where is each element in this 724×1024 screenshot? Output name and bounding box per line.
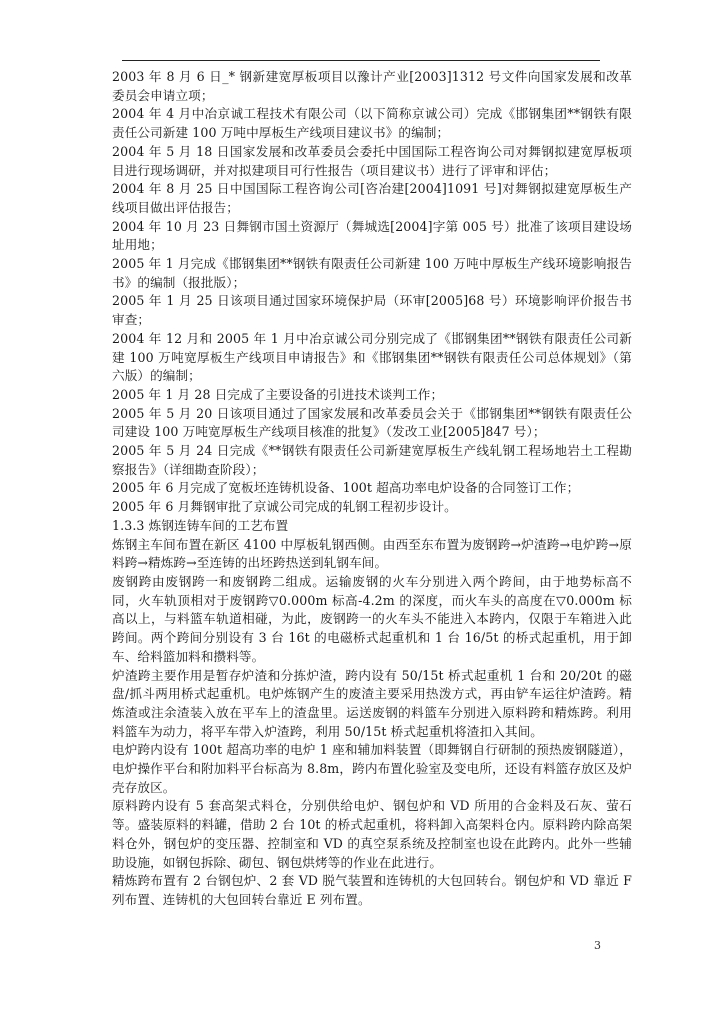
paragraph-refining-bay: 精炼跨布置有 2 台钢包炉、2 套 VD 脱气装置和连铸机的大包回转台。钢包炉和 VD 靠近 F 列布置、连铸机的大包回转台靠近 E 列布置。: [112, 873, 632, 907]
paragraph-item-5: 2004 年 10 月 23 日舞钢市国土资源厅（舞城选[2004]字第 005 号）批准了该项目建设场址用地；: [112, 218, 632, 253]
paragraph-item-12: 2005 年 6 月完成了宽板坯连铸机设备、100t 超高功率电炉设备的合同签订工作；: [112, 480, 580, 496]
paragraph-item-8: 2004 年 12 月和 2005 年 1 月中冶京诚公司分别完成了《邯钢集团**钢铁有限责任公司新建 100 万吨宽厚板生产线项目申请报告》和《邯钢集团**钢铁有限责任公司总体规划》（第六版）的编制；: [112, 330, 632, 384]
paragraph-item-4: 2004 年 8 月 25 日中国国际工程咨询公司[咨冶建[2004]1091 号]对舞钢拟建宽厚板生产线项目做出评估报告；: [112, 181, 632, 215]
paragraph-layout: 炼钢主车间布置在新区 4100 中厚板轧钢西侧。由西至东布置为废钢跨→炉渣跨→电炉跨→原料跨→精炼跨→至连铸的出坯跨热送到轧钢车间。: [112, 536, 632, 571]
paragraph-item-9: 2005 年 1 月 28 日完成了主要设备的引进技术谈判工作；: [112, 386, 444, 402]
paragraph-material-bay: 原料跨内设有 5 套高架式料仓，分别供给电炉、钢包炉和 VD 所用的合金料及石灰、萤石等。盛装原料的料罐，借助 2 台 10t 的桥式起重机，将料卸入高架料仓内。原料跨内除高架料仓外，钢包炉的变压器、控制室和 VD 的真空泵系统及控制室也设在此跨内。此外一些辅助设施，如钢包拆除、砌包、钢包烘烤等的作业在此进行。: [112, 798, 632, 870]
paragraph-item-7: 2005 年 1 月 25 日该项目通过国家环境保护局（环审[2005]68 号）环境影响评价报告书审查；: [112, 293, 632, 328]
header-rule: [122, 60, 600, 61]
paragraph-item-2: 2004 年 4 月中冶京诚工程技术有限公司（以下简称京诚公司）完成《邯钢集团**钢铁有限责任公司新建 100 万吨中厚板生产线项目建议书》的编制；: [112, 106, 632, 141]
paragraph-item-3: 2004 年 5 月 18 日国家发展和改革委员会委托中国国际工程咨询公司对舞钢拟建宽厚板项目进行现场调研，并对拟建项目可行性报告（项目建议书）进行了评审和评估；: [112, 143, 632, 178]
paragraph-item-10: 2005 年 5 月 20 日该项目通过了国家发展和改革委员会关于《邯钢集团**钢铁有限责任公司建设 100 万吨宽厚板生产线项目核准的批复》（发改工业[2005]847 号）；: [112, 405, 632, 440]
paragraph-slag-bay: 炉渣跨主要作用是暂存炉渣和分拣炉渣，跨内设有 50/15t 桥式起重机 1 台和 20/20t 的磁盘/抓斗两用桥式起重机。电炉炼钢产生的废渣主要采用热泼方式，再由铲车运往炉渣跨。精炼渣或注余渣装入放在平车上的渣盘里。运送废钢的料篮车分别进入原料跨和精炼跨。利用料篮车为动力，将平车带入炉渣跨，利用 50/15t 桥式起重机将渣扣入其间。: [112, 667, 632, 739]
document-body: [112, 68, 632, 910]
paragraph-scrap-bay: 废钢跨由废钢跨一和废钢跨二组成。运输废钢的火车分别进入两个跨间，由于地势标高不同，火车轨顶相对于废钢跨▽0.000m 标高-4.2m 的深度，而火车头的高度在▽0.000m 标高以上，与料篮车轨道相碰，为此，废钢跨一的火车头不能进入本跨内，仅限于车箱进入此跨间。两个跨间分别设有 3 台 16t 的电磁桥式起重机和 1 台 16/5t 的桥式起重机，用于卸车、给料篮加料和攒料等。: [112, 573, 632, 664]
paragraph-item-13: 2005 年 6 月舞钢审批了京诚公司完成的轧钢工程初步设计。: [112, 499, 457, 515]
paragraph-furnace-bay: 电炉跨内设有 100t 超高功率的电炉 1 座和辅加料装置（即舞钢自行研制的预热废钢隧道），电炉操作平台和附加料平台标高为 8.8m，跨内布置化验室及变电所，还设有料篮存放区及炉壳存放区。: [112, 742, 632, 795]
page-number: 3: [594, 939, 601, 952]
paragraph-item-11: 2005 年 5 月 24 日完成《**钢铁有限责任公司新建宽厚板生产线轧钢工程场地岩土工程勘察报告》（详细勘查阶段）；: [112, 443, 632, 477]
paragraph-item-1: 2003 年 8 月 6 日_* 钢新建宽厚板项目以豫计产业[2003]1312 号文件向国家发展和改革委员会申请立项；: [112, 69, 632, 103]
section-heading: 1.3.3 炼钢连铸车间的工艺布置: [112, 517, 289, 533]
paragraph-item-6: 2005 年 1 月完成《邯钢集团**钢铁有限责任公司新建 100 万吨中厚板生产线环境影响报告书》的编制（报批版）；: [112, 256, 632, 290]
